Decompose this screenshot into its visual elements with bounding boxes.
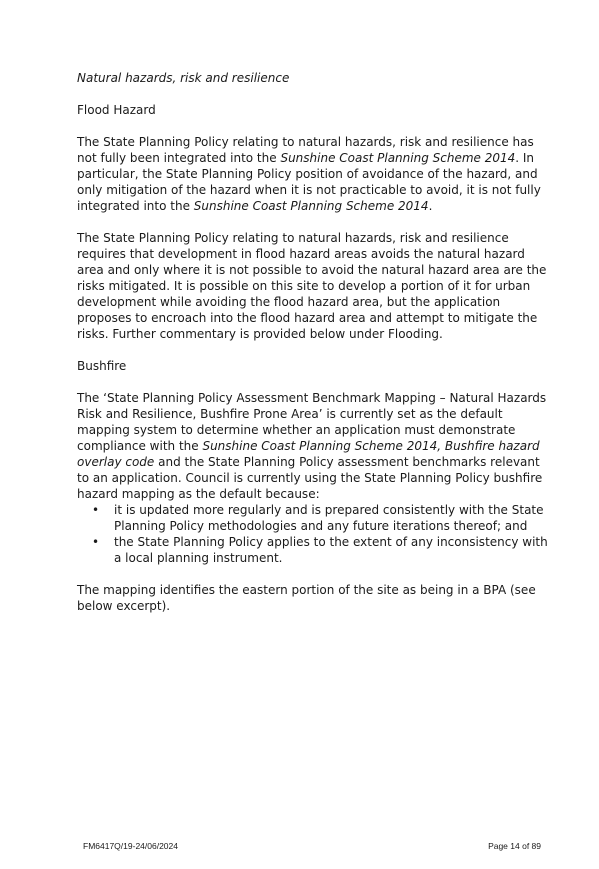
flood-paragraph-1: The State Planning Policy relating to natural hazards, risk and resilience has not fully been integrated into the Sunshine Coast Planning Scheme 2014. In particular, the State Planning Policy position of avoidance of the hazard, and only mitigation of the hazard when it is not practicable to avoid, it is not fully integrated into the Sunshine Coast Planning Scheme 2014. bbox=[77, 135, 541, 213]
bullet-icon: • bbox=[92, 535, 100, 549]
overlay-code-italic: Sunshine Coast Planning Scheme 2014, Bushfire hazard overlay code bbox=[77, 439, 540, 469]
list-item: • it is updated more regularly and is prepared consistently with the State Planning Policy methodologies and any future iterations thereof; and bbox=[92, 503, 544, 533]
scheme-name-italic: Sunshine Coast Planning Scheme 2014 bbox=[280, 151, 516, 165]
scheme-name-italic: Sunshine Coast Planning Scheme 2014 bbox=[193, 199, 429, 213]
footer-document-code: FM6417Q/19-24/06/2024 bbox=[83, 841, 178, 851]
bushfire-paragraph-1: The ‘State Planning Policy Assessment Benchmark Mapping – Natural Hazards Risk and Resilience, Bushfire Prone Area’ is currently set as the default mapping system to determine whether an application must demonstrate compliance with the Sunshine Coast Planning Scheme 2014, Bushfire hazard overlay code and the State Planning Policy assessment benchmarks relevant to an application. Council is currently using the State Planning Policy bushfire hazard mapping as the default because: bbox=[77, 391, 547, 501]
footer-page-number: Page 14 of 89 bbox=[488, 841, 541, 851]
bushfire-paragraph-2: The mapping identifies the eastern portion of the site as being in a BPA (see below excerpt). bbox=[77, 583, 536, 613]
section-title: Natural hazards, risk and resilience bbox=[77, 71, 290, 85]
flood-paragraph-2: The State Planning Policy relating to natural hazards, risk and resilience requires that development in flood hazard areas avoids the natural hazard area and only where it is not possible to avoid the natural hazard area are the risks mitigated. It is possible on this site to develop a portion of it for urban development while avoiding the flood hazard area, but the application proposes to encroach into the flood hazard area and attempt to mitigate the risks. Further commentary is provided below under Flooding. bbox=[77, 231, 547, 341]
bullet-icon: • bbox=[92, 503, 100, 517]
bushfire-heading: Bushfire bbox=[77, 359, 127, 373]
list-item: • the State Planning Policy applies to the extent of any inconsistency with a local planning instrument. bbox=[92, 535, 548, 565]
bushfire-reasons-list bbox=[77, 502, 555, 566]
flood-hazard-heading: Flood Hazard bbox=[77, 103, 156, 117]
document-body bbox=[77, 70, 555, 614]
